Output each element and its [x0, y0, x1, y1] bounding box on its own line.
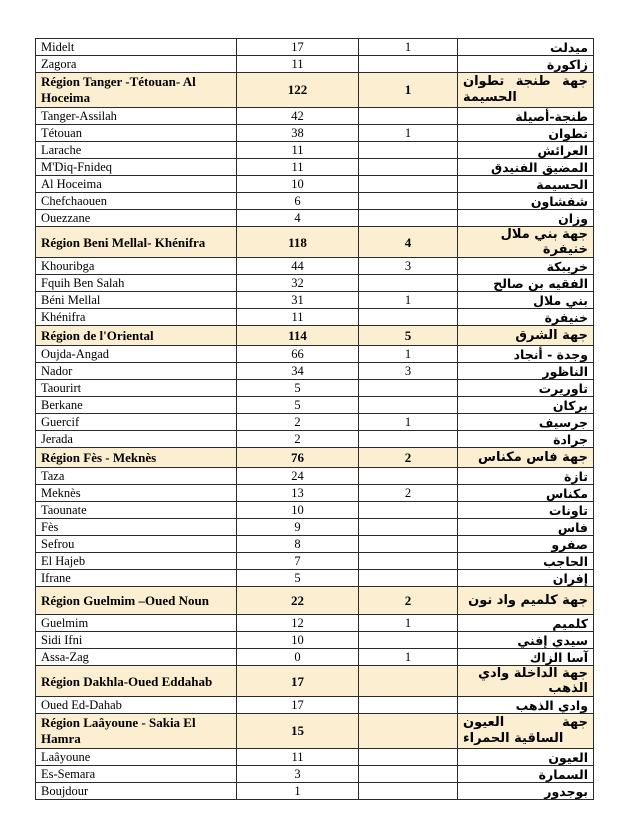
total-count-cell: 17: [237, 39, 359, 56]
total-count-cell: 42: [237, 108, 359, 125]
name-ar-cell: ميدلت: [458, 39, 594, 56]
name-fr-cell: Ifrane: [36, 570, 237, 587]
total-count-cell: 11: [237, 749, 359, 766]
secondary-count-cell: [359, 108, 458, 125]
total-count-cell: 3: [237, 766, 359, 783]
secondary-count-cell: [359, 666, 458, 697]
total-count-cell: 34: [237, 363, 359, 380]
total-count-cell: 9: [237, 519, 359, 536]
secondary-count-cell: [359, 159, 458, 176]
name-fr-cell: Es-Semara: [36, 766, 237, 783]
name-fr-cell: Sefrou: [36, 536, 237, 553]
name-fr-cell: Ouezzane: [36, 210, 237, 227]
name-fr-cell: Khénifra: [36, 309, 237, 326]
name-ar-cell: جهة فاس مكناس: [458, 448, 594, 468]
name-fr-cell: Meknès: [36, 485, 237, 502]
secondary-count-cell: [359, 570, 458, 587]
secondary-count-cell: [359, 142, 458, 159]
name-ar-cell: كلميم: [458, 615, 594, 632]
total-count-cell: 11: [237, 56, 359, 73]
total-count-cell: 2: [237, 431, 359, 448]
total-count-cell: 15: [237, 714, 359, 749]
total-count-cell: 5: [237, 397, 359, 414]
total-count-cell: 17: [237, 697, 359, 714]
name-ar-cell: المضيق الفنيدق: [458, 159, 594, 176]
secondary-count-cell: [359, 502, 458, 519]
name-ar-cell: بركان: [458, 397, 594, 414]
total-count-cell: 66: [237, 346, 359, 363]
name-ar-cell: وزان: [458, 210, 594, 227]
name-fr-cell: Laâyoune: [36, 749, 237, 766]
name-fr-cell: Fès: [36, 519, 237, 536]
name-ar-cell: بني ملال: [458, 292, 594, 309]
city-row: [36, 697, 594, 714]
secondary-count-cell: 2: [359, 587, 458, 615]
name-ar-cell: وادي الذهب: [458, 697, 594, 714]
name-ar-cell: خريبكة: [458, 258, 594, 275]
secondary-count-cell: 3: [359, 258, 458, 275]
total-count-cell: 10: [237, 502, 359, 519]
total-count-cell: 17: [237, 666, 359, 697]
total-count-cell: 8: [237, 536, 359, 553]
name-ar-cell: جهة العيون الساقية الحمراء: [458, 714, 594, 749]
name-ar-cell: جهة بني ملال خنيفرة: [458, 227, 594, 258]
city-row: [36, 176, 594, 193]
name-fr-cell: Khouribga: [36, 258, 237, 275]
total-count-cell: 2: [237, 414, 359, 431]
secondary-count-cell: [359, 431, 458, 448]
name-fr-cell: Région de l'Oriental: [36, 326, 237, 346]
total-count-cell: 6: [237, 193, 359, 210]
name-fr-cell: Al Hoceima: [36, 176, 237, 193]
city-row: [36, 210, 594, 227]
name-fr-cell: Zagora: [36, 56, 237, 73]
total-count-cell: 38: [237, 125, 359, 142]
total-count-cell: 12: [237, 615, 359, 632]
name-ar-cell: العيون: [458, 749, 594, 766]
total-count-cell: 10: [237, 632, 359, 649]
city-row: [36, 783, 594, 800]
table-body: [36, 39, 594, 800]
name-fr-cell: Sidi Ifni: [36, 632, 237, 649]
secondary-count-cell: 1: [359, 292, 458, 309]
secondary-count-cell: [359, 380, 458, 397]
name-fr-cell: Taza: [36, 468, 237, 485]
secondary-count-cell: 4: [359, 227, 458, 258]
name-ar-cell: مكناس: [458, 485, 594, 502]
city-row: [36, 363, 594, 380]
name-fr-cell: Région Tanger -Tétouan- Al Hoceima: [36, 73, 237, 108]
total-count-cell: 114: [237, 326, 359, 346]
total-count-cell: 5: [237, 380, 359, 397]
name-ar-cell: تاونات: [458, 502, 594, 519]
name-ar-cell: آسا الزاك: [458, 649, 594, 666]
secondary-count-cell: 1: [359, 73, 458, 108]
name-fr-cell: Oued Ed-Dahab: [36, 697, 237, 714]
name-ar-cell: الناظور: [458, 363, 594, 380]
total-count-cell: 122: [237, 73, 359, 108]
secondary-count-cell: [359, 553, 458, 570]
secondary-count-cell: 1: [359, 39, 458, 56]
name-ar-cell: صفرو: [458, 536, 594, 553]
name-ar-cell: جهة الداخلة وادي الذهب: [458, 666, 594, 697]
name-ar-cell: جهة طنجة تطوان الحسيمة: [458, 73, 594, 108]
secondary-count-cell: 1: [359, 414, 458, 431]
secondary-count-cell: [359, 176, 458, 193]
name-fr-cell: Chefchaouen: [36, 193, 237, 210]
regions-statistics-table: [35, 38, 594, 800]
total-count-cell: 4: [237, 210, 359, 227]
name-fr-cell: Région Dakhla-Oued Eddahab: [36, 666, 237, 697]
region-row: [36, 448, 594, 468]
name-ar-cell: خنيفرة: [458, 309, 594, 326]
name-fr-cell: Guelmim: [36, 615, 237, 632]
city-row: [36, 502, 594, 519]
name-ar-cell: بوجدور: [458, 783, 594, 800]
total-count-cell: 10: [237, 176, 359, 193]
name-fr-cell: M'Diq-Fnideq: [36, 159, 237, 176]
city-row: [36, 414, 594, 431]
name-fr-cell: Assa-Zag: [36, 649, 237, 666]
secondary-count-cell: 3: [359, 363, 458, 380]
city-row: [36, 570, 594, 587]
total-count-cell: 44: [237, 258, 359, 275]
region-row: [36, 326, 594, 346]
secondary-count-cell: [359, 309, 458, 326]
name-ar-cell: شفشاون: [458, 193, 594, 210]
name-ar-cell: تاوريرت: [458, 380, 594, 397]
name-fr-cell: Nador: [36, 363, 237, 380]
city-row: [36, 431, 594, 448]
name-fr-cell: Taourirt: [36, 380, 237, 397]
name-fr-cell: Région Beni Mellal- Khénifra: [36, 227, 237, 258]
city-row: [36, 159, 594, 176]
city-row: [36, 615, 594, 632]
city-row: [36, 258, 594, 275]
name-ar-cell: وجدة - أنجاد: [458, 346, 594, 363]
city-row: [36, 56, 594, 73]
name-fr-cell: Tétouan: [36, 125, 237, 142]
name-fr-cell: Région Laâyoune - Sakia El Hamra: [36, 714, 237, 749]
total-count-cell: 76: [237, 448, 359, 468]
name-fr-cell: Tanger-Assilah: [36, 108, 237, 125]
name-ar-cell: تطوان: [458, 125, 594, 142]
region-row: [36, 227, 594, 258]
secondary-count-cell: [359, 210, 458, 227]
total-count-cell: 11: [237, 159, 359, 176]
city-row: [36, 39, 594, 56]
total-count-cell: 5: [237, 570, 359, 587]
name-fr-cell: Région Guelmim –Oued Noun: [36, 587, 237, 615]
secondary-count-cell: [359, 397, 458, 414]
secondary-count-cell: [359, 275, 458, 292]
name-ar-cell: الفقيه بن صالح: [458, 275, 594, 292]
total-count-cell: 13: [237, 485, 359, 502]
name-ar-cell: جهة الشرق: [458, 326, 594, 346]
total-count-cell: 11: [237, 142, 359, 159]
total-count-cell: 22: [237, 587, 359, 615]
name-ar-cell: سيدي إفني: [458, 632, 594, 649]
city-row: [36, 108, 594, 125]
name-fr-cell: Région Fès - Meknès: [36, 448, 237, 468]
city-row: [36, 125, 594, 142]
name-ar-cell: الحاجب: [458, 553, 594, 570]
name-ar-cell: العرائش: [458, 142, 594, 159]
city-row: [36, 468, 594, 485]
city-row: [36, 142, 594, 159]
secondary-count-cell: 1: [359, 125, 458, 142]
city-row: [36, 275, 594, 292]
name-fr-cell: Fquih Ben Salah: [36, 275, 237, 292]
city-row: [36, 193, 594, 210]
total-count-cell: 32: [237, 275, 359, 292]
name-ar-cell: زاكورة: [458, 56, 594, 73]
secondary-count-cell: [359, 536, 458, 553]
secondary-count-cell: [359, 632, 458, 649]
name-ar-cell: تازة: [458, 468, 594, 485]
total-count-cell: 24: [237, 468, 359, 485]
total-count-cell: 7: [237, 553, 359, 570]
name-fr-cell: Guercif: [36, 414, 237, 431]
name-fr-cell: Oujda-Angad: [36, 346, 237, 363]
secondary-count-cell: 1: [359, 346, 458, 363]
secondary-count-cell: 1: [359, 615, 458, 632]
total-count-cell: 31: [237, 292, 359, 309]
total-count-cell: 1: [237, 783, 359, 800]
city-row: [36, 346, 594, 363]
region-row: [36, 587, 594, 615]
city-row: [36, 519, 594, 536]
secondary-count-cell: [359, 783, 458, 800]
secondary-count-cell: 1: [359, 649, 458, 666]
city-row: [36, 397, 594, 414]
secondary-count-cell: [359, 714, 458, 749]
name-ar-cell: إفران: [458, 570, 594, 587]
region-row: [36, 666, 594, 697]
name-ar-cell: جهة كلميم واد نون: [458, 587, 594, 615]
name-fr-cell: Boujdour: [36, 783, 237, 800]
secondary-count-cell: 2: [359, 448, 458, 468]
city-row: [36, 536, 594, 553]
region-row: [36, 73, 594, 108]
city-row: [36, 485, 594, 502]
city-row: [36, 292, 594, 309]
secondary-count-cell: 5: [359, 326, 458, 346]
city-row: [36, 749, 594, 766]
name-ar-cell: جرسيف: [458, 414, 594, 431]
city-row: [36, 380, 594, 397]
name-fr-cell: Berkane: [36, 397, 237, 414]
name-fr-cell: Béni Mellal: [36, 292, 237, 309]
name-fr-cell: Taounate: [36, 502, 237, 519]
name-ar-cell: جرادة: [458, 431, 594, 448]
region-row: [36, 714, 594, 749]
name-fr-cell: El Hajeb: [36, 553, 237, 570]
secondary-count-cell: [359, 56, 458, 73]
name-fr-cell: Jerada: [36, 431, 237, 448]
secondary-count-cell: [359, 193, 458, 210]
secondary-count-cell: 2: [359, 485, 458, 502]
secondary-count-cell: [359, 766, 458, 783]
total-count-cell: 0: [237, 649, 359, 666]
secondary-count-cell: [359, 749, 458, 766]
secondary-count-cell: [359, 519, 458, 536]
city-row: [36, 309, 594, 326]
name-ar-cell: الحسيمة: [458, 176, 594, 193]
city-row: [36, 766, 594, 783]
name-ar-cell: السمارة: [458, 766, 594, 783]
city-row: [36, 632, 594, 649]
total-count-cell: 118: [237, 227, 359, 258]
secondary-count-cell: [359, 468, 458, 485]
name-fr-cell: Midelt: [36, 39, 237, 56]
city-row: [36, 649, 594, 666]
name-ar-cell: طنجة-أصيلة: [458, 108, 594, 125]
name-fr-cell: Larache: [36, 142, 237, 159]
name-ar-cell: فاس: [458, 519, 594, 536]
total-count-cell: 11: [237, 309, 359, 326]
secondary-count-cell: [359, 697, 458, 714]
city-row: [36, 553, 594, 570]
